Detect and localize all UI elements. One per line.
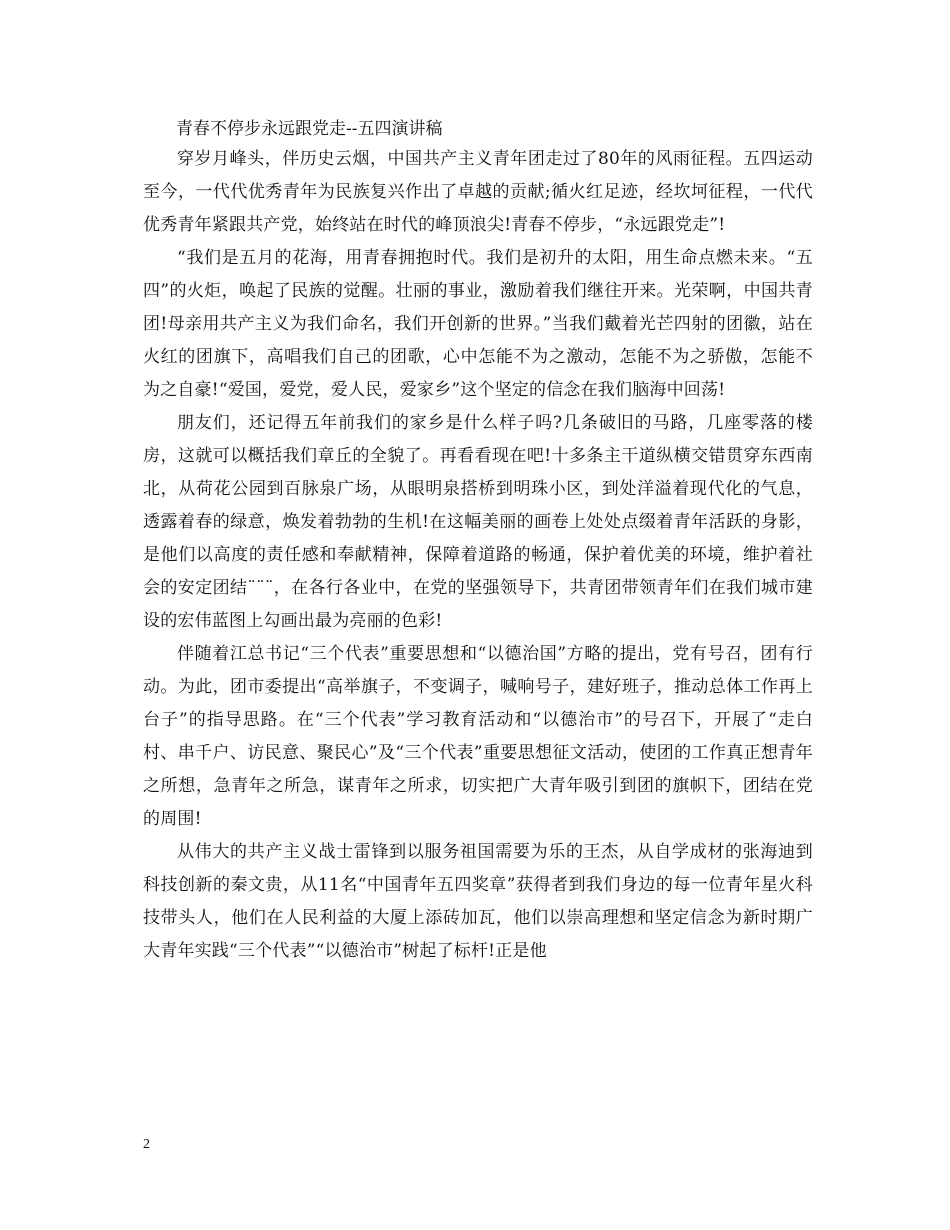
paragraph-5: 从伟大的共产主义战士雷锋到以服务祖国需要为乐的王杰，从自学成材的张海迪到科技创新的秦文贵，从11名“中国青年五四奖章”获得者到我们身边的每一位青年星火科技带头人，他们在人民利益的大厦上添砖加瓦，他们以崇高理想和坚定信念为新时期广大青年实践“三个代表”“以德治市”树起了标杆!正是他	[143, 842, 813, 961]
paragraph-2: “我们是五月的花海，用青春拥抱时代。我们是初升的太阳，用生命点燃未来。“五四”的火炬，唤起了民族的觉醒。壮丽的事业，激励着我们继往开来。光荣啊，中国共青团!母亲用共产主义为我们命名，我们开创新的世界。”当我们戴着光芒四射的团徽，站在火红的团旗下，高唱我们自己的团歌，心中怎能不为之激动，怎能不为之骄傲，怎能不为之自豪!“爱国，爱党，爱人民，爱家乡”这个坚定的信念在我们脑海中回荡!	[143, 248, 813, 400]
paragraph-3: 朋友们，还记得五年前我们的家乡是什么样子吗?几条破旧的马路，几座零落的楼房，这就可以概括我们章丘的全貌了。再看看现在吧!十多条主干道纵横交错贯穿东西南北，从荷花公园到百脉泉广场，从眼明泉搭桥到明珠小区，到处洋溢着现代化的气息，透露着春的绿意，焕发着勃勃的生机!在这幅美丽的画卷上处处点缀着青年活跃的身影，是他们以高度的责任感和奉献精神，保障着道路的畅通，保护着优美的环境，维护着社会的安定团结¨¨¨，在各行各业中，在党的坚强领导下，共青团带领青年们在我们城市建设的宏伟蓝图上勾画出最为亮丽的色彩!	[143, 413, 813, 631]
document-title: 青春不停步永远跟党走--五四演讲稿	[176, 119, 443, 139]
page-number: 2	[143, 1137, 150, 1152]
paragraph-1: 穿岁月峰头，伴历史云烟，中国共产主义青年团走过了80年的风雨征程。五四运动至今，一代代优秀青年为民族复兴作出了卓越的贡献;循火红足迹，经坎坷征程，一代代优秀青年紧跟共产党，始终站在时代的峰顶浪尖!青春不停步，“永远跟党走”!	[143, 149, 813, 235]
document-body	[143, 116, 813, 968]
paragraph-4: 伴随着江总书记“三个代表”重要思想和“以德治国”方略的提出，党有号召，团有行动。为此，团市委提出“高举旗子，不变调子，喊响号子，建好班子，推动总体工作再上台子”的指导思路。在“三个代表”学习教育活动和“以德治市”的号召下，开展了“走白村、串千户、访民意、聚民心”及“三个代表”重要思想征文活动，使团的工作真正想青年之所想，急青年之所急，谋青年之所求，切实把广大青年吸引到团的旗帜下，团结在党的周围!	[143, 644, 813, 829]
